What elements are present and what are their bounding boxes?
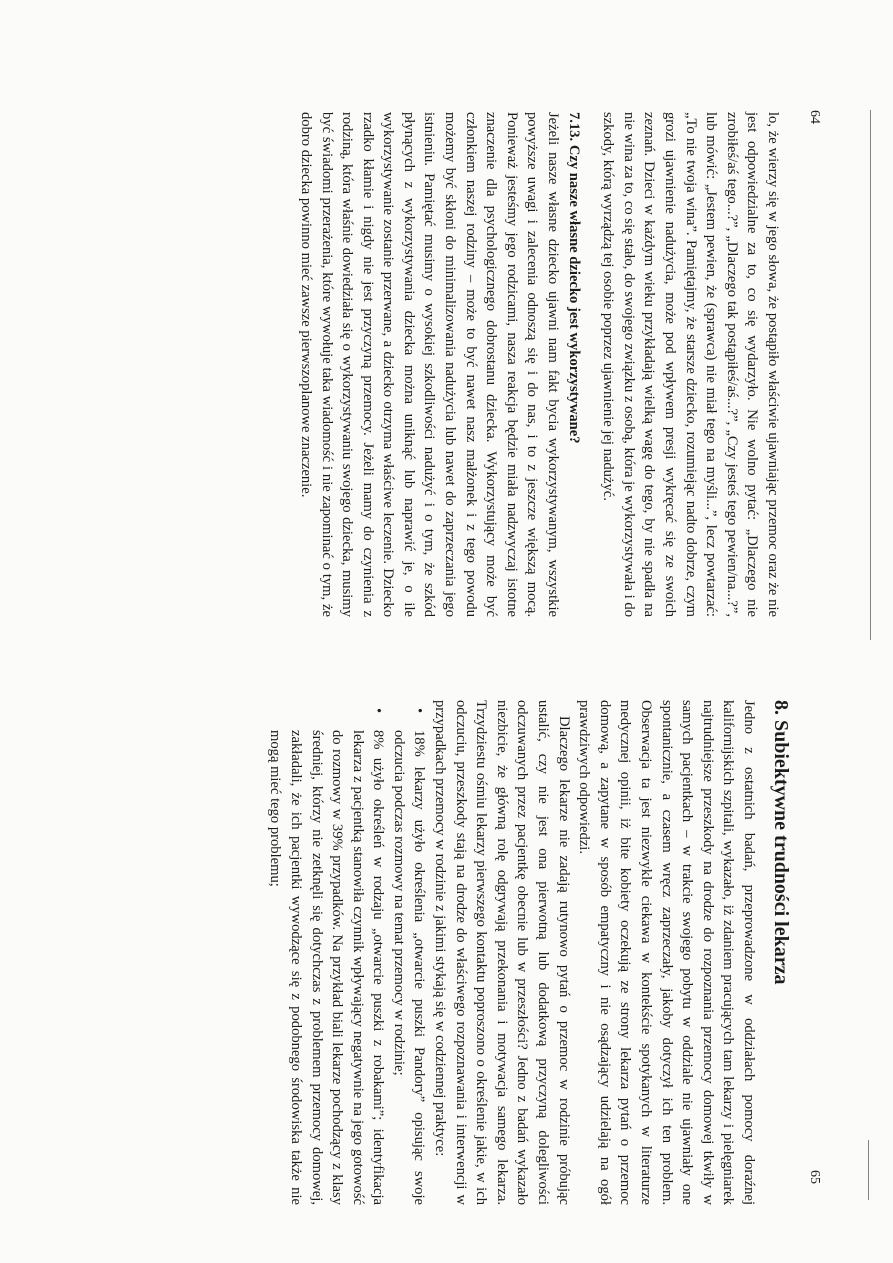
page-number-left: 64 bbox=[807, 110, 822, 124]
list-item: • 18% lekarzy użyło określenia „otwarcie puszki Pandory” opisując swoje odczucia podczas rozmowy na temat przemocy w rodzinie; bbox=[388, 730, 429, 1205]
page-number-right: 65 bbox=[807, 1170, 822, 1184]
section-paragraph: Jeżeli nasze własne dziecko ujawni nam fakt bycia wykorzystywanym, wszystkie powyższe uwagi i zalecenia odnoszą się i do nas, i to z jeszcze większą mocą. Ponieważ jesteśmy jego rodzicami, nasza reakcja będzie miała nadzwyczaj istotne znaczenie dla psychologicznego dobrostanu dziecka. Wykorzystujący może być członkiem naszej rodziny – może to być nawet nasz małżonek i z tego powodu możemy być skłoni do minimalizowania nadużycia lub nawet do zaprzeczania jego istnieniu. Pamiętać musimy o wysokiej szkodliwości nadużyć i o tym, że szkód płynących z wykorzystywania dziecka można uniknąć lub naprawić je, o ile wykorzystywanie zostanie przerwane, a dziecko otrzyma właściwe leczenie. Dziecko rzadko kłamie i nigdy nie jest przyczyną przemocy. Jeżeli mamy do czynienia z rodziną, która właśnie dowiedziała się o wykorzystywaniu swojego dziecka, musimy być świadomi przerażenia, które wywołuje taka wiadomość i nie zapominać o tym, że dobro dziecka powinno mieć zawsze pierwszoplanowe znaczenie. bbox=[297, 112, 562, 617]
top-rule bbox=[870, 110, 871, 640]
left-page-text bbox=[295, 112, 783, 617]
top-rule-right bbox=[868, 1140, 869, 1200]
paragraph-2: Dlaczego lekarze nie zadają rutynowo pytań o przemoc w rodzinie próbując ustalić, czy nie jest ona pierwotną lub dodatkową przyczyną dolegliwości odczuwanych przez pacjentkę obecnie lub w przeszłości? Jedno z badań wykazało niezbicie, że główną rolę odgrywają przekonania i motywacja samego lekarza. Trzydziestu ośmiu lekarzy pierwszego kontaktu poproszono o określenie jakie, w ich odczuciu, przeszkody stają na drodze do właściwego rozpoznawania i interwencji w przypadkach przemocy w rodzinie z jakimi stykają się w codziennej praktyce: bbox=[432, 700, 572, 1205]
intro-paragraph: lo, że wierzy się w jego słowa, że postąpiło właściwie ujawniając przemoc oraz że nie jest odpowiedzialne za to, co się wydarzyło. Nie wolno pytać: „Dlaczego nie zrobiłeś/aś tego...?”, „Dlaczego tak postąpiłeś/aś...?”, „Czy jesteś tego pewien/na...?”, lub mówić: „Jestem pewien, że (sprawca) nie miał tego na myśli...”, lecz powtarzać: „To nie twoja wina”. Pamiętajmy, że starsze dziecko, rozumiejąc nadto dobrze, czym grozi ujawnienie nadużycia, może pod wpływem presji wykręcać się ze swoich zeznań. Dzieci w każdym wieku przykładają wielką wagę do tego, by nie spadła na nie wina za to, co się stało, do swojego związku z osobą, która je wykorzystywała i do szkody, którą wyrządzą tej osobie poprzez ujawnienie jej nadużyć. bbox=[600, 112, 781, 617]
chapter-title: 8. Subiektywne trudności lekarza bbox=[770, 700, 792, 985]
bullet-list bbox=[265, 700, 430, 1205]
section-subheading: 7.13. Czy nasze własne dziecko jest wykorzystywane? bbox=[565, 112, 582, 444]
list-item: • 8% użyło określeń w rodzaju „otwarcie puszki z robakami”; identyfikacja lekarza z pacjentką stanowiła czynnik wpływający negatywnie na jego gotowość do rozmowy w 39% przypadków. Na przykład biali lekarze pochodzący z klasy średniej, którzy nie zetknęli się dotychczas z problemem przemocy domowej, zakładali, że ich pacjentki wywodzące się z podobnego środowiska także nie mogą mieć tego problemu; bbox=[265, 730, 389, 1205]
paragraph-1: Jedno z ostatnich badań, przeprowadzone w oddziałach pomocy doraźnej kalifornijskich szpitali, wykazało, iż zdaniem pracujących tam lekarzy i pielęgniarek najtrudniejsze przeszkody na drodze do rozpoznania przemocy domowej tkwiły w samych pacjentkach – w trakcie swojego pobytu w oddziale nie ujawniały one spontanicznie, a czasem wręcz zaprzeczały, jakoby dotyczył ich ten problem. Obserwacja ta jest niezwykle ciekawa w kontekście spotykanych w literaturze medycznej opinii, iż bite kobiety oczekują ze strony lekarza pytań o przemoc domową, a zapytane w sposób empatyczny i nie osądzający udzielają na ogół prawdziwych odpowiedzi. bbox=[576, 700, 757, 1205]
right-page-text bbox=[265, 700, 793, 1205]
